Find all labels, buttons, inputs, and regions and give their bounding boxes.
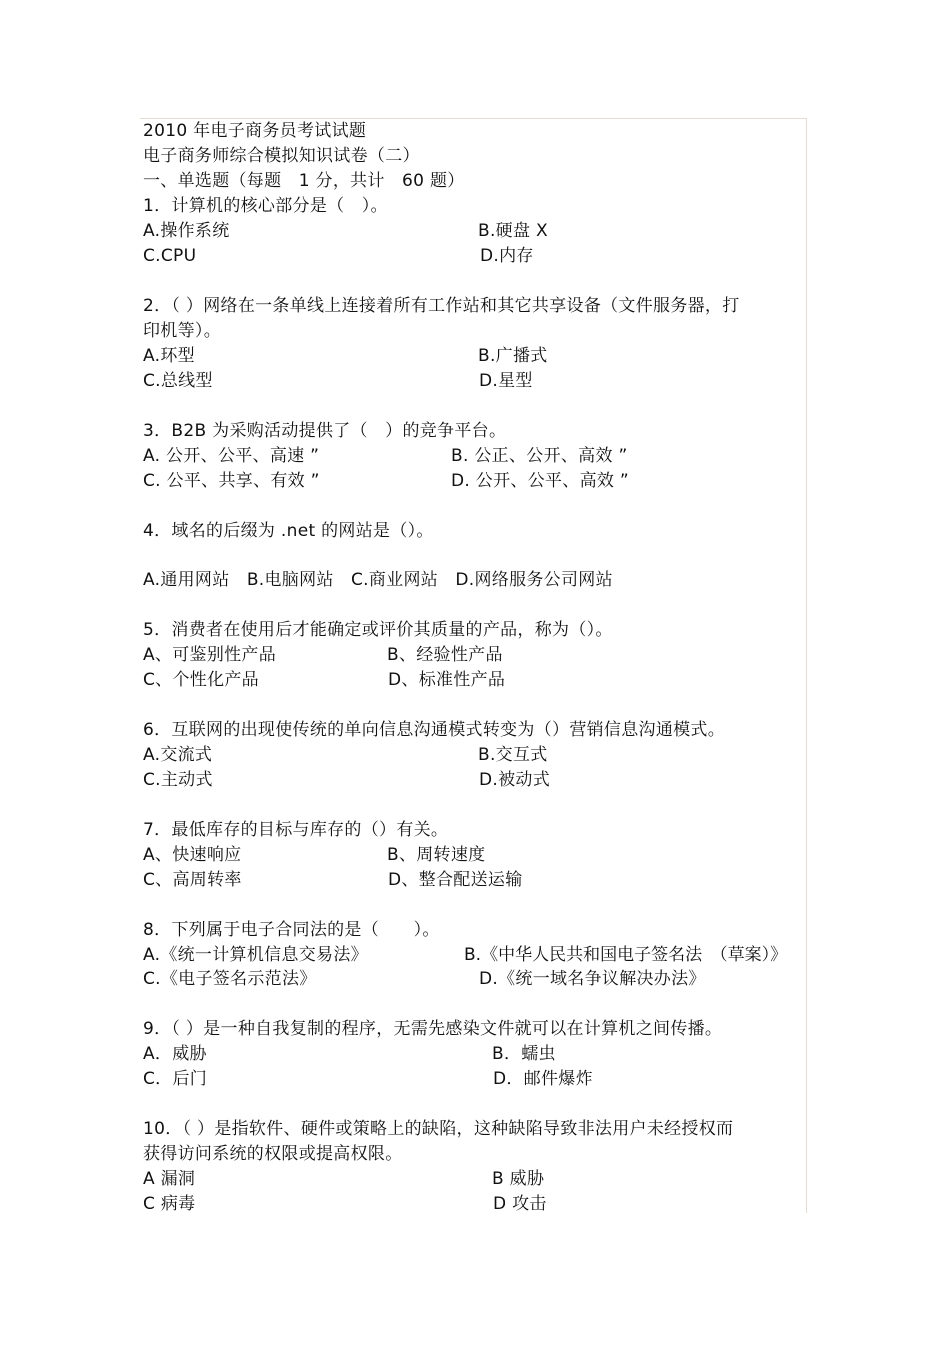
question-stem: 4．域名的后缀为 .net 的网站是（）。 — [143, 521, 434, 541]
option-d: D.星型 — [479, 371, 533, 391]
question-stem: 5．消费者在使用后才能确定或评价其质量的产品，称为（）。 — [143, 620, 613, 640]
option-a: A.《统一计算机信息交易法》 — [143, 945, 368, 965]
option-c: C．后门 — [143, 1069, 208, 1089]
option-a: A.环型 — [143, 346, 195, 366]
option-b: B.《中华人民共和国电子签名法 （草案）》 — [464, 945, 788, 965]
option-d: D、整合配送运输 — [388, 870, 523, 890]
option-a: A、快速响应 — [143, 845, 242, 865]
option-a: A 漏洞 — [143, 1169, 196, 1189]
option-c: C. 公平、共享、有效 ” — [143, 471, 320, 491]
option-b: B.交互式 — [478, 745, 548, 765]
option-b: B．蠕虫 — [492, 1044, 556, 1064]
option-c: C、个性化产品 — [143, 670, 259, 690]
option-c: C.总线型 — [143, 371, 213, 391]
question-stem: 10．（ ）是指软件、硬件或策略上的缺陷，这种缺陷导致非法用户未经授权而 — [143, 1119, 734, 1139]
option-a: A.操作系统 — [143, 221, 230, 241]
option-c: C、高周转率 — [143, 870, 242, 890]
option-b: B、经验性产品 — [387, 645, 503, 665]
option-d: D.《统一域名争议解决办法》 — [479, 969, 706, 989]
question-stem: 9．（ ）是一种自我复制的程序，无需先感染文件就可以在计算机之间传播。 — [143, 1019, 723, 1039]
option-b: B 威胁 — [492, 1169, 545, 1189]
option-c: C.《电子签名示范法》 — [143, 969, 317, 989]
option-c: C.CPU — [143, 246, 197, 266]
option-d: D 攻击 — [493, 1194, 547, 1214]
option-a: A. 公开、公平、高速 ” — [143, 446, 320, 466]
exam-title: 2010 年电子商务员考试试题 — [143, 121, 367, 141]
option-a: A.交流式 — [143, 745, 213, 765]
question-stem: 6．互联网的出现使传统的单向信息沟通模式转变为（）营销信息沟通模式。 — [143, 720, 726, 740]
question-stem: 2．（ ）网络在一条单线上连接着所有工作站和其它共享设备（文件服务器，打 — [143, 296, 740, 316]
question-stem: 1．计算机的核心部分是（ ）。 — [143, 196, 388, 216]
option-b: B.硬盘 X — [478, 221, 548, 241]
option-a: A、可鉴别性产品 — [143, 645, 277, 665]
option-d: D、标准性产品 — [388, 670, 506, 690]
option-d: D．邮件爆炸 — [493, 1069, 593, 1089]
option-c: C.主动式 — [143, 770, 213, 790]
option-a: A．威胁 — [143, 1044, 207, 1064]
option-b: B.广播式 — [478, 346, 548, 366]
exam-subtitle: 电子商务师综合模拟知识试卷（二） — [143, 146, 420, 166]
question-stem: 3．B2B 为采购活动提供了（ ）的竞争平台。 — [143, 421, 507, 441]
question-stem-continued: 印机等）。 — [143, 321, 221, 341]
option-d: D. 公开、公平、高效 ” — [451, 471, 630, 491]
option-b: B. 公正、公开、高效 ” — [451, 446, 628, 466]
option-row: A.通用网站 B.电脑网站 C.商业网站 D.网络服务公司网站 — [143, 570, 613, 590]
option-d: D.内存 — [480, 246, 534, 266]
option-c: C 病毒 — [143, 1194, 196, 1214]
question-stem: 7．最低库存的目标与库存的（）有关。 — [143, 820, 449, 840]
option-b: B、周转速度 — [387, 845, 486, 865]
section-heading: 一、单选题（每题 1 分，共计 60 题） — [143, 171, 465, 191]
question-stem: 8．下列属于电子合同法的是（ ）。 — [143, 920, 440, 940]
option-d: D.被动式 — [479, 770, 550, 790]
question-stem-continued: 获得访问系统的权限或提高权限。 — [143, 1144, 403, 1164]
